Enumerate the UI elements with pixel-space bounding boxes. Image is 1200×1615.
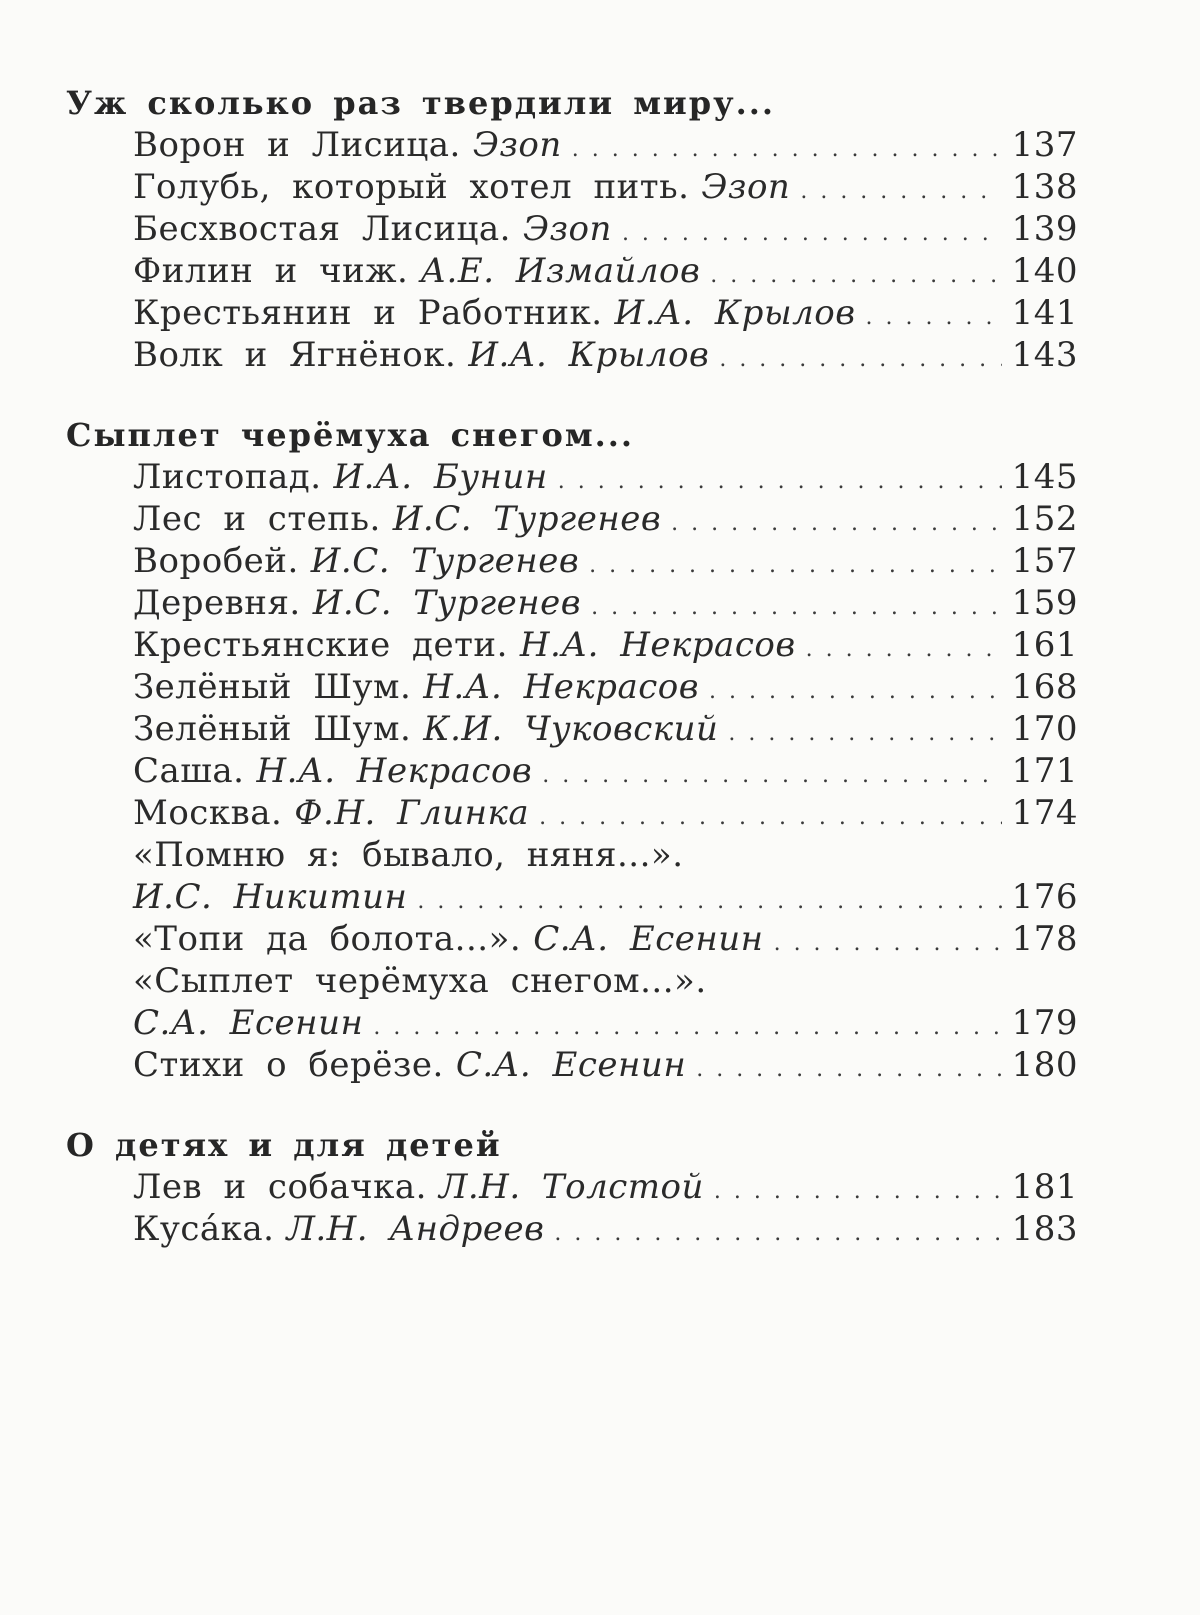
entry-author: С.А. Есенин	[133, 1003, 364, 1043]
entry-title: Листопад.	[133, 457, 322, 497]
entry-title: Волк и Ягнёнок.	[133, 335, 457, 375]
entry-page-number: 143	[1011, 335, 1078, 375]
toc-entry[interactable]	[133, 334, 1078, 376]
dot-leader	[417, 881, 1001, 923]
dot-leader	[774, 923, 1002, 965]
section-entries	[66, 456, 1078, 1086]
entry-page-number: 174	[1011, 793, 1078, 833]
table-of-contents	[66, 82, 1078, 1288]
entry-title: Зелёный Шум.	[133, 709, 412, 749]
entry-author: С.А. Есенин	[533, 919, 764, 959]
dot-leader	[800, 171, 1001, 213]
toc-entry[interactable]	[133, 624, 1078, 666]
entry-title: Ворон и Лисица.	[133, 125, 461, 165]
entry-author: Н.А. Некрасов	[256, 751, 533, 791]
entry-page-number: 139	[1011, 209, 1078, 249]
entry-page-number: 170	[1011, 709, 1078, 749]
entry-title: Бесхвостая Лисица.	[133, 209, 511, 249]
toc-entry[interactable]	[133, 124, 1078, 166]
entry-title: Москва.	[133, 793, 283, 833]
dot-leader	[572, 129, 1002, 171]
entry-author: И.А. Крылов	[614, 293, 856, 333]
toc-section	[66, 82, 1078, 376]
entry-author: И.А. Бунин	[333, 457, 548, 497]
entry-title: Филин и чиж.	[133, 251, 409, 291]
entry-page-number: 138	[1011, 167, 1078, 207]
toc-entry[interactable]	[133, 1208, 1078, 1250]
entry-page-number: 157	[1011, 541, 1078, 581]
toc-entry[interactable]	[133, 250, 1078, 292]
dot-leader	[728, 713, 1001, 755]
toc-entry[interactable]	[133, 582, 1078, 624]
entry-title: «Сыплет черёмуха снегом...».	[133, 961, 707, 1001]
dot-leader	[542, 755, 1001, 797]
dot-leader	[806, 629, 1002, 671]
entry-page-number: 178	[1011, 919, 1078, 959]
entry-page-number: 180	[1011, 1045, 1078, 1085]
toc-entry-title-line[interactable]	[133, 960, 1078, 1002]
entry-title: Кусáка.	[133, 1209, 275, 1249]
entry-title: «Помню я: бывало, няня...».	[133, 835, 684, 875]
entry-author: К.И. Чуковский	[423, 709, 719, 749]
section-title: Сыплет черёмуха снегом...	[66, 416, 635, 454]
entry-author: Ф.Н. Глинка	[294, 793, 530, 833]
entry-title: Зелёный Шум.	[133, 667, 412, 707]
toc-entry[interactable]	[133, 666, 1078, 708]
entry-author: А.Е. Измайлов	[420, 251, 701, 291]
entry-page-number: 159	[1011, 583, 1078, 623]
toc-entry[interactable]	[133, 166, 1078, 208]
entry-title: «Топи да болота...».	[133, 919, 522, 959]
entry-page-number: 168	[1011, 667, 1078, 707]
entry-title: Голубь, который хотел пить.	[133, 167, 690, 207]
toc-entry[interactable]	[133, 708, 1078, 750]
section-entries	[66, 1166, 1078, 1250]
toc-entry[interactable]	[133, 1166, 1078, 1208]
entry-title: Крестьянские дети.	[133, 625, 508, 665]
section-entries	[66, 124, 1078, 376]
entry-page-number: 179	[1011, 1003, 1078, 1043]
dot-leader	[558, 461, 1002, 503]
entry-author: И.С. Тургенев	[310, 541, 580, 581]
entry-page-number: 161	[1011, 625, 1078, 665]
entry-title: Деревня.	[133, 583, 301, 623]
entry-author: И.А. Крылов	[468, 335, 710, 375]
dot-leader	[714, 1171, 1002, 1213]
dot-leader	[589, 545, 1001, 587]
toc-entry[interactable]	[133, 876, 1078, 918]
entry-page-number: 152	[1011, 499, 1078, 539]
toc-entry[interactable]	[133, 1002, 1078, 1044]
entry-page-number: 140	[1011, 251, 1078, 291]
dot-leader	[866, 297, 1002, 339]
entry-title: Крестьянин и Работник.	[133, 293, 603, 333]
dot-leader	[373, 1007, 1001, 1049]
dot-leader	[710, 255, 1001, 297]
dot-leader	[554, 1213, 1001, 1255]
entry-title: Лев и собачка.	[133, 1167, 427, 1207]
entry-author: И.С. Тургенев	[312, 583, 582, 623]
entry-title: Воробей.	[133, 541, 299, 581]
section-title: Уж сколько раз твердили миру...	[66, 84, 776, 122]
entry-page-number: 183	[1011, 1209, 1078, 1249]
toc-entry[interactable]	[133, 292, 1078, 334]
entry-page-number: 181	[1011, 1167, 1078, 1207]
dot-leader	[591, 587, 1002, 629]
entry-title: Саша.	[133, 751, 245, 791]
entry-author: Эзоп	[472, 125, 562, 165]
entry-author: Н.А. Некрасов	[423, 667, 700, 707]
dot-leader	[539, 797, 1001, 839]
toc-entry[interactable]	[133, 498, 1078, 540]
entry-author: Н.А. Некрасов	[519, 625, 796, 665]
entry-page-number: 137	[1011, 125, 1078, 165]
toc-entry[interactable]	[133, 456, 1078, 498]
dot-leader	[696, 1049, 1001, 1091]
entry-author: Эзоп	[701, 167, 791, 207]
section-title: О детях и для детей	[66, 1126, 502, 1164]
toc-entry[interactable]	[133, 208, 1078, 250]
entry-author: И.С. Никитин	[133, 877, 408, 917]
toc-section	[66, 414, 1078, 1086]
toc-entry[interactable]	[133, 1044, 1078, 1086]
toc-entry-title-line[interactable]	[133, 834, 1078, 876]
entry-author: Л.Н. Толстой	[438, 1167, 704, 1207]
dot-leader	[709, 671, 1002, 713]
entry-author: С.А. Есенин	[455, 1045, 687, 1085]
toc-entry[interactable]	[133, 540, 1078, 582]
entry-page-number: 176	[1011, 877, 1078, 917]
entry-page-number: 145	[1011, 457, 1078, 497]
entry-author: И.С. Тургенев	[392, 499, 662, 539]
toc-entry[interactable]	[133, 792, 1078, 834]
dot-leader	[719, 339, 1001, 381]
entry-page-number: 171	[1011, 751, 1078, 791]
toc-entry[interactable]	[133, 750, 1078, 792]
toc-section	[66, 1124, 1078, 1250]
entry-author: Эзоп	[523, 209, 612, 249]
entry-title: Лес и степь.	[133, 499, 381, 539]
entry-author: Л.Н. Андреев	[286, 1209, 545, 1249]
toc-entry[interactable]	[133, 918, 1078, 960]
dot-leader	[622, 213, 1002, 255]
entry-title: Стихи о берёзе.	[133, 1045, 444, 1085]
entry-page-number: 141	[1011, 293, 1078, 333]
dot-leader	[671, 503, 1001, 545]
